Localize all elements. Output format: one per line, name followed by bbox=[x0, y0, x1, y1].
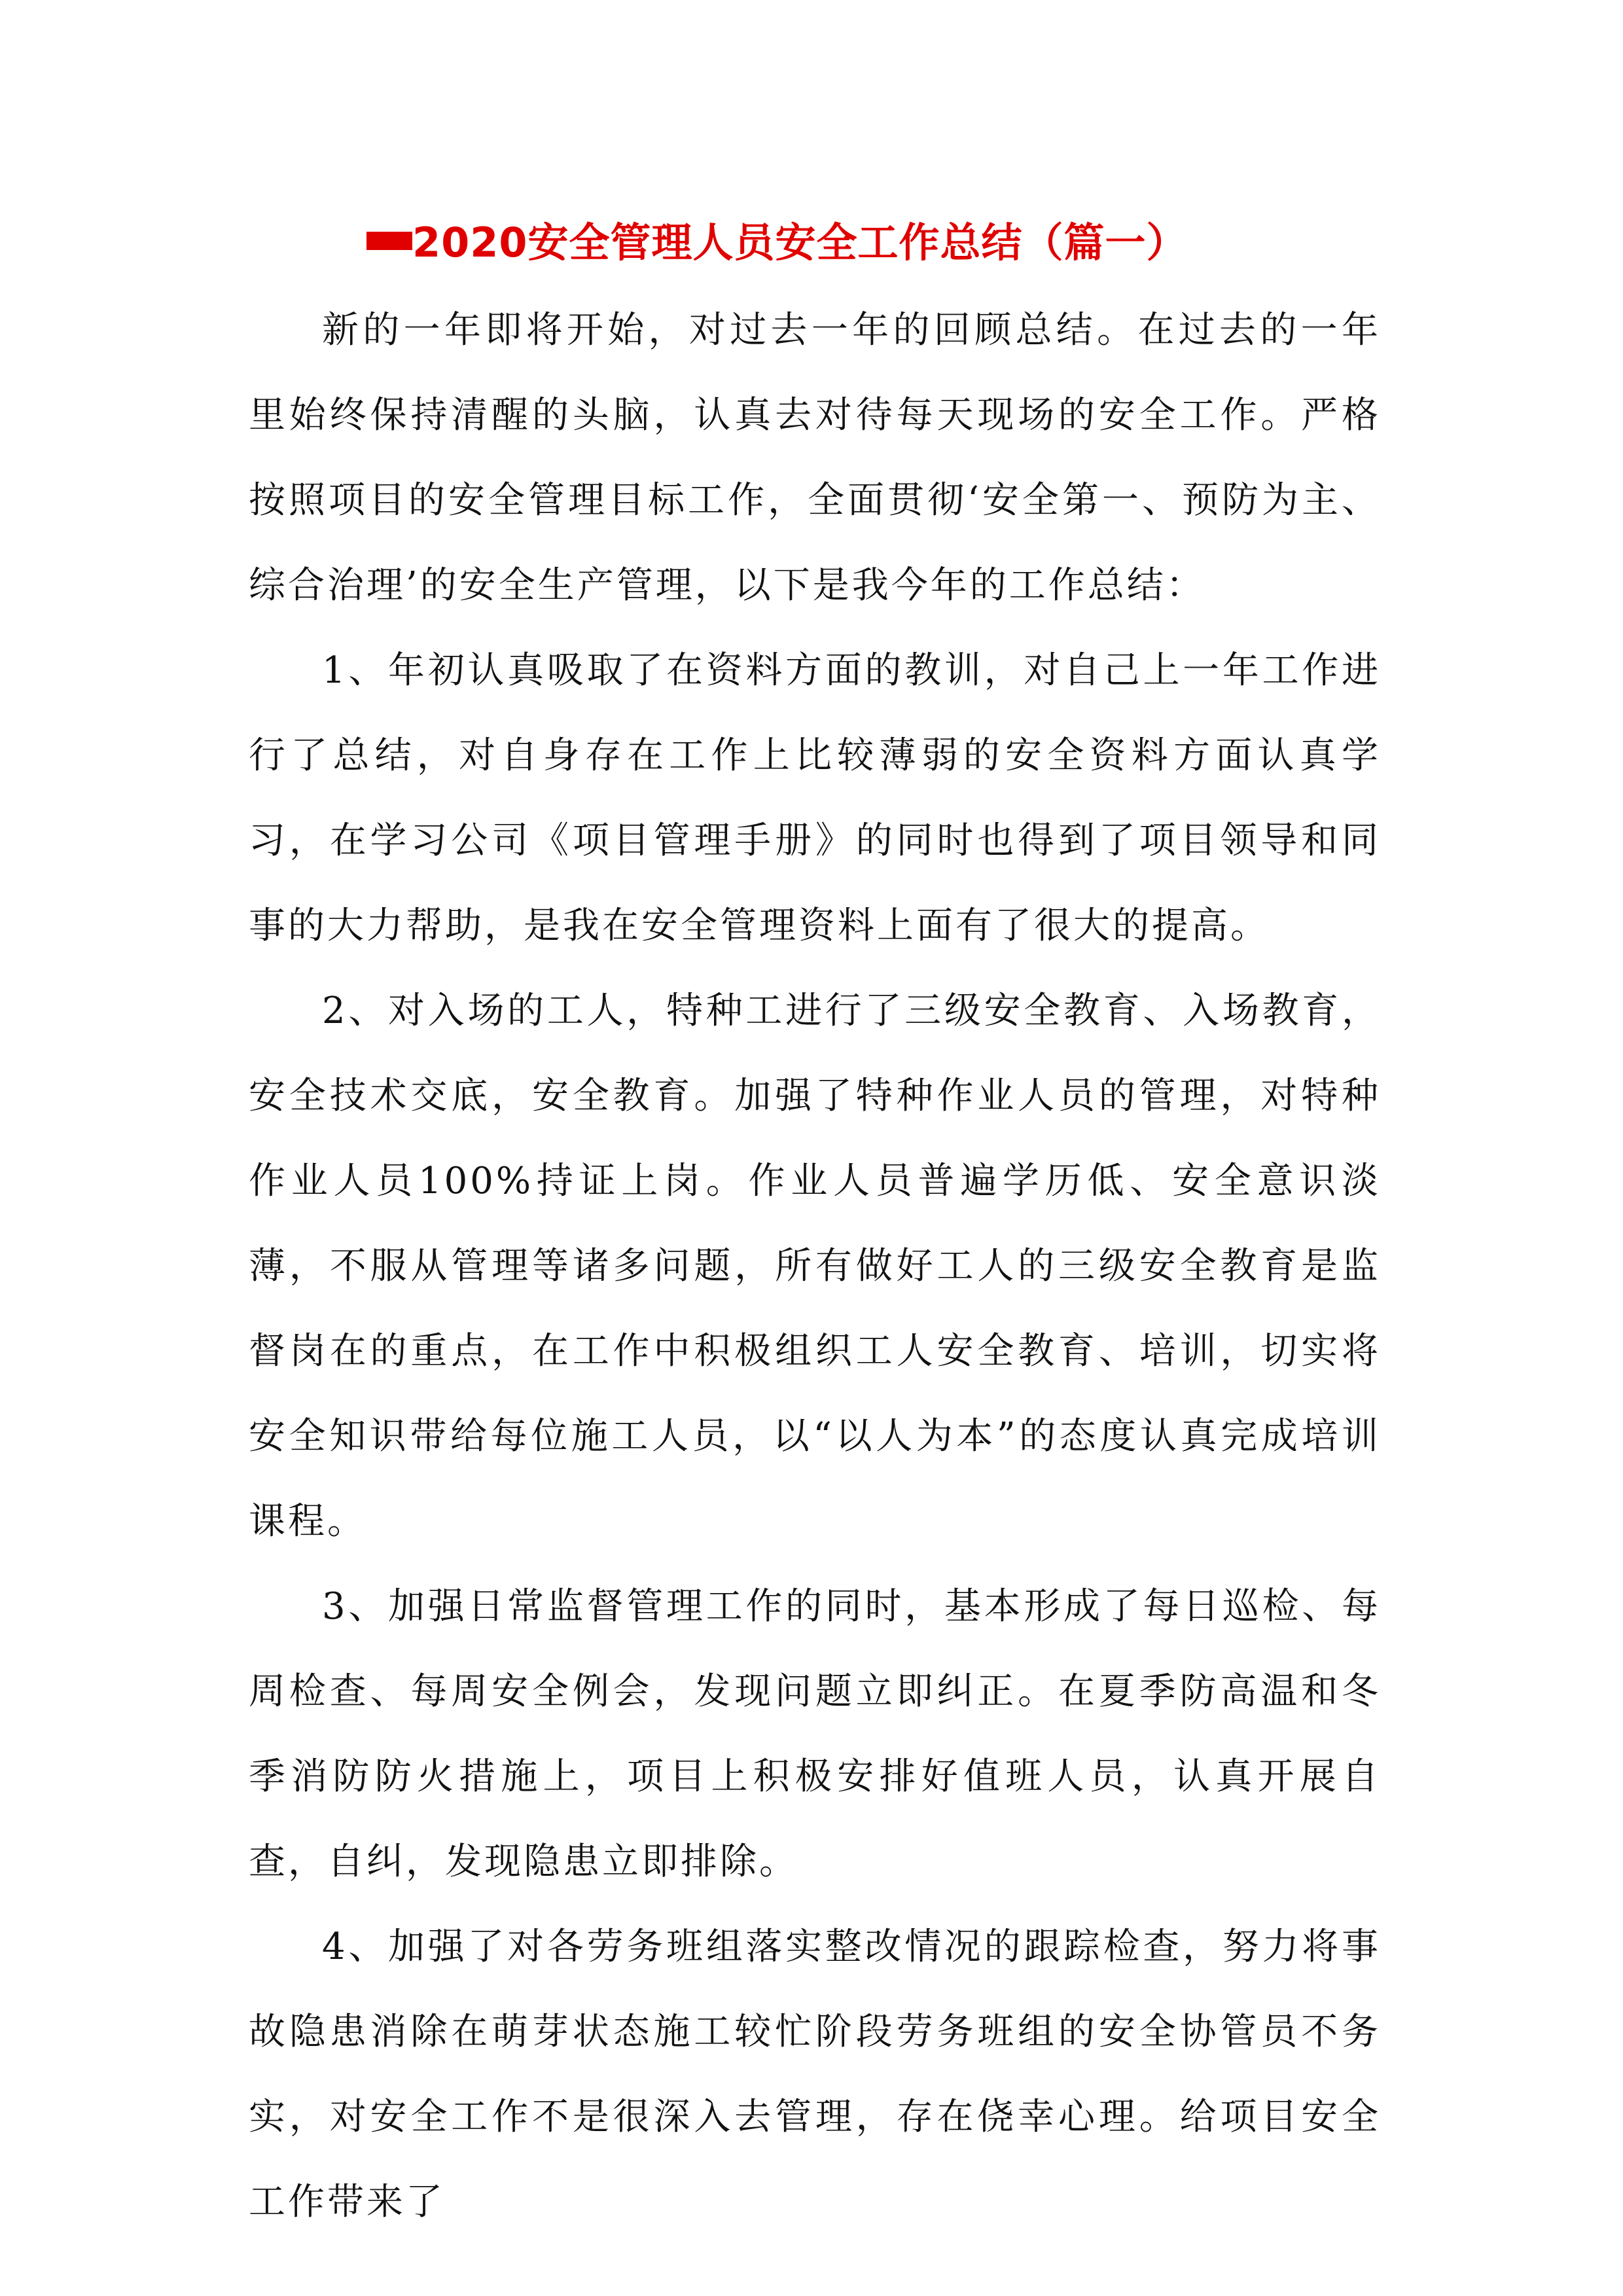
document-title: 2020安全管理人员安全工作总结（篇一） bbox=[412, 218, 1188, 266]
paragraph-item-1: 1、年初认真吸取了在资料方面的教训，对自己上一年工作进行了总结，对自身存在工作上比较薄弱的安全资料方面认真学习，在学习公司《项目管理手册》的同时也得到了项目领导和同事的大力帮助，是我在安全管理资料上面有了很大的提高。 bbox=[249, 649, 1381, 947]
title-row bbox=[366, 209, 1348, 268]
paragraph-item-4: 4、加强了对各劳务班组落实整改情况的跟踪检查，努力将事故隐患消除在萌芽状态施工较忙阶段劳务班组的安全协管员不务实，对安全工作不是很深入去管理，存在侥幸心理。给项目安全工作带来了 bbox=[249, 1926, 1381, 2223]
paragraph-intro: 新的一年即将开始，对过去一年的回顾总结。在过去的一年里始终保持清醒的头脑，认真去对待每天现场的安全工作。严格按照项目的安全管理目标工作，全面贯彻‘安全第一、预防为主、综合治理’的安全生产管理，以下是我今年的工作总结： bbox=[249, 309, 1381, 607]
paragraph-item-2: 2、对入场的工人，特种工进行了三级安全教育、入场教育，安全技术交底，安全教育。加强了特种作业人员的管理，对特种作业人员100%持证上岗。作业人员普遍学历低、安全意识淡薄，不服从管理等诸多问题，所有做好工人的三级安全教育是监督岗在的重点，在工作中积极组织工人安全教育、培训，切实将安全知识带给每位施工人员，以“以人为本”的态度认真完成培训课程。 bbox=[249, 990, 1381, 1543]
paragraph-item-3: 3、加强日常监督管理工作的同时，基本形成了每日巡检、每周检查、每周安全例会，发现问题立即纠正。在夏季防高温和冬季消防防火措施上，项目上积极安排好值班人员，认真开展自查，自纠，发现隐患立即排除。 bbox=[249, 1585, 1381, 1883]
document-body bbox=[249, 288, 1381, 2245]
title-redaction-bar bbox=[366, 232, 412, 250]
